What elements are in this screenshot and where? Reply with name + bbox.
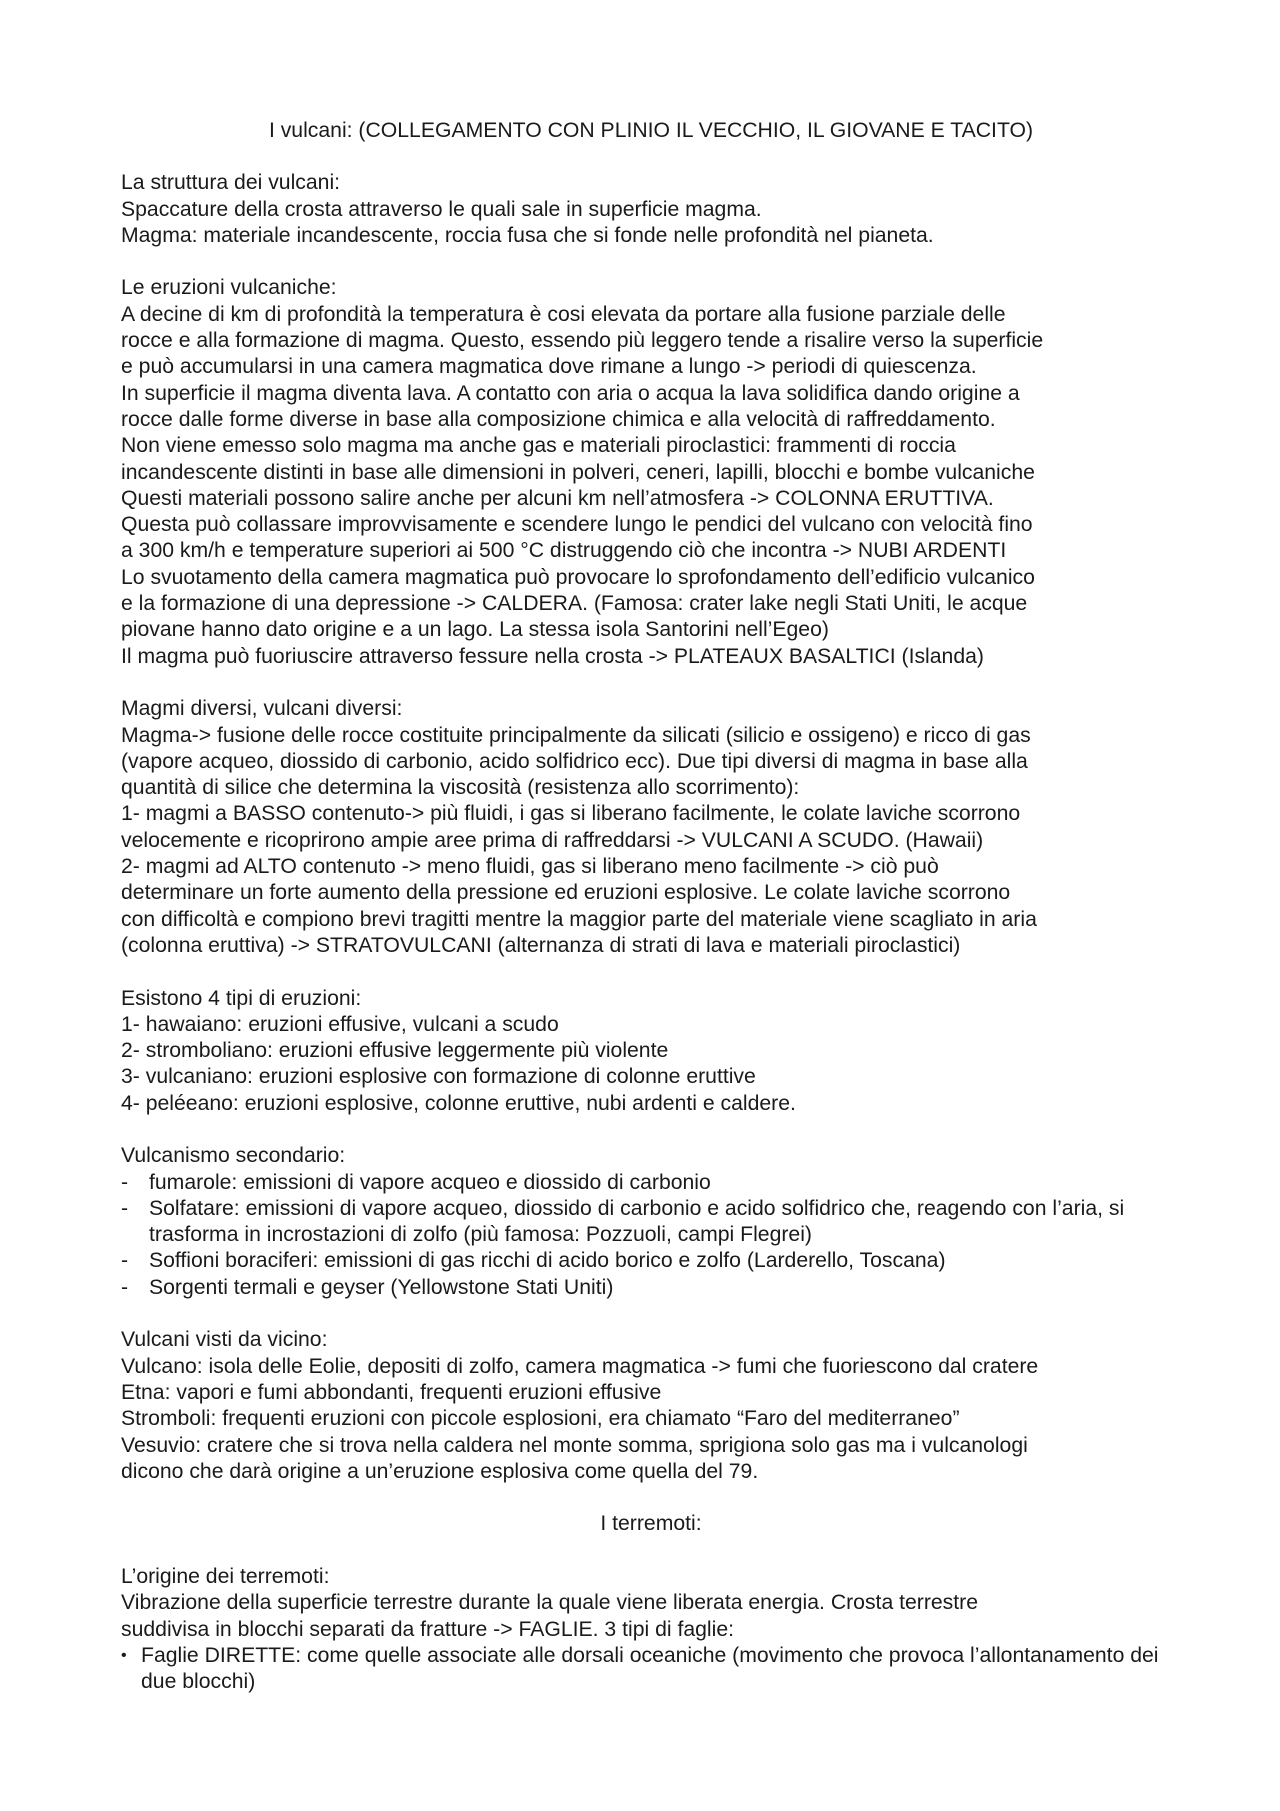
text-line: Lo svuotamento della camera magmatica può provocare lo sprofondamento dell’edificio vulcanico: [121, 565, 1035, 589]
section-magmi: [121, 696, 1181, 959]
list-item-text: Sorgenti termali e geyser (Yellowstone Stati Uniti): [149, 1275, 614, 1299]
section-tipi-eruzioni: [121, 986, 1181, 1117]
text-line: e può accumularsi in una camera magmatica dove rimane a lungo -> periodi di quiescenza.: [121, 355, 977, 379]
list-item: 1- hawaiano: eruzioni effusive, vulcani a scudo: [121, 1012, 559, 1036]
list-item: [121, 1196, 1181, 1249]
section-eruzioni: [121, 275, 1181, 669]
text-line: suddivisa in blocchi separati da fratture -> FAGLIE. 3 tipi di faglie:: [121, 1617, 734, 1641]
text-line: rocce e alla formazione di magma. Questo, essendo più leggero tende a risalire verso la superficie: [121, 329, 1044, 353]
text-line: Il magma può fuoriuscire attraverso fessure nella crosta -> PLATEAUX BASALTICI (Islanda): [121, 644, 984, 668]
text-line: (colonna eruttiva) -> STRATOVULCANI (alternanza di strati di lava e materiali piroclastici): [121, 933, 961, 957]
text-line: piovane hanno dato origine e a un lago. La stessa isola Santorini nell’Egeo): [121, 618, 829, 642]
section-heading: Vulcani visti da vicino:: [121, 1328, 328, 1352]
text-line: Vesuvio: cratere che si trova nella caldera nel monte somma, sprigiona solo gas ma i vulcanologi: [121, 1433, 1028, 1457]
text-line: Vulcano: isola delle Eolie, depositi di zolfo, camera magmatica -> fumi che fuoriescono dal cratere: [121, 1354, 1039, 1378]
text-line: dicono che darà origine a un’eruzione esplosiva come quella del 79.: [121, 1459, 759, 1483]
text-line: Magma-> fusione delle rocce costituite principalmente da silicati (silicio e ossigeno) e ricco di gas: [121, 723, 1031, 747]
text-line: incandescente distinti in base alle dimensioni in polveri, ceneri, lapilli, blocchi e bombe vulcaniche: [121, 460, 1035, 484]
text-line: Questi materiali possono salire anche per alcuni km nell’atmosfera -> COLONNA ERUTTIVA.: [121, 486, 994, 510]
dash-marker: -: [121, 1170, 129, 1194]
text-line: Non viene emesso solo magma ma anche gas e materiali piroclastici: frammenti di roccia: [121, 434, 956, 458]
text-line: (vapore acqueo, diossido di carbonio, acido solfidrico ecc). Due tipi diversi di magma in base alla: [121, 749, 1028, 773]
section-heading: La struttura dei vulcani:: [121, 171, 341, 195]
section-heading: Esistono 4 tipi di eruzioni:: [121, 986, 362, 1010]
section-heading: Le eruzioni vulcaniche:: [121, 276, 337, 300]
document-title: I vulcani: (COLLEGAMENTO CON PLINIO IL VECCHIO, IL GIOVANE E TACITO): [268, 119, 1034, 142]
text-line: Vibrazione della superficie terrestre durante la quale viene liberata energia. Crosta terrestre: [121, 1591, 978, 1615]
list-item: [121, 1275, 1181, 1301]
text-line: Magma: materiale incandescente, roccia fusa che si fonde nelle profondità nel pianeta.: [121, 223, 934, 247]
text-line: A decine di km di profondità la temperatura è cosi elevata da portare alla fusione parziale delle: [121, 302, 1006, 326]
text-line: e la formazione di una depressione -> CALDERA. (Famosa: crater lake negli Stati Uniti, le acque: [121, 592, 1028, 616]
list-item-text: Soffioni boraciferi: emissioni di gas ricchi di acido borico e zolfo (Larderello, Toscana): [149, 1249, 946, 1273]
list-item: [121, 1248, 1181, 1274]
bullet-marker: •: [121, 1646, 127, 1664]
text-line: In superficie il magma diventa lava. A contatto con aria o acqua la lava solidifica dando origine a: [121, 381, 1020, 405]
text-line: velocemente e ricoprirono ampie aree prima di raffreddarsi -> VULCANI A SCUDO. (Hawaii): [121, 828, 984, 852]
list-item: 4- peléeano: eruzioni esplosive, colonne eruttive, nubi ardenti e caldere.: [121, 1091, 796, 1115]
list-item-text: Faglie DIRETTE: come quelle associate alle dorsali oceaniche (movimento che provoca l’allontanamento dei due blocchi): [141, 1643, 1159, 1694]
section-vulcani-vicino: [121, 1327, 1181, 1485]
list-item-text: fumarole: emissioni di vapore acqueo e diossido di carbonio: [149, 1170, 711, 1194]
section-struttura: [121, 170, 1181, 249]
text-line: Questa può collassare improvvisamente e scendere lungo le pendici del vulcano con velocità fino: [121, 513, 1033, 537]
document-page: [121, 118, 1181, 1722]
list-item: [121, 1170, 1181, 1196]
list-item: 2- stromboliano: eruzioni effusive leggermente più violente: [121, 1039, 669, 1063]
text-line: 1- magmi a BASSO contenuto-> più fluidi, i gas si liberano facilmente, le colate laviche scorrono: [121, 802, 1021, 826]
dash-marker: -: [121, 1196, 129, 1220]
text-line: a 300 km/h e temperature superiori ai 500 °C distruggendo ciò che incontra -> NUBI ARDENTI: [121, 539, 1007, 563]
text-line: con difficoltà e compiono brevi tragitti mentre la maggior parte del materiale viene scagliato in aria: [121, 907, 1037, 931]
text-line: 2- magmi ad ALTO contenuto -> meno fluidi, gas si liberano meno facilmente -> ciò può: [121, 855, 939, 879]
dash-marker: -: [121, 1249, 129, 1273]
list-item: [121, 1643, 1181, 1696]
text-line: Stromboli: frequenti eruzioni con piccole esplosioni, era chiamato “Faro del mediterraneo”: [121, 1407, 960, 1431]
text-line: determinare un forte aumento della pressione ed eruzioni esplosive. Le colate laviche scorrono: [121, 881, 1011, 905]
dash-marker: -: [121, 1275, 129, 1299]
section-heading: L’origine dei terremoti:: [121, 1565, 330, 1589]
text-line: rocce dalle forme diverse in base alla composizione chimica e alla velocità di raffreddamento.: [121, 407, 996, 431]
text-line: Spaccature della crosta attraverso le quali sale in superficie magma.: [121, 197, 762, 221]
list-item: 3- vulcaniano: eruzioni esplosive con formazione di colonne eruttive: [121, 1065, 756, 1089]
section-origine-terremoti: [121, 1564, 1181, 1695]
section-heading: Magmi diversi, vulcani diversi:: [121, 697, 403, 721]
list-item-text: Solfatare: emissioni di vapore acqueo, diossido di carbonio e acido solfidrico che, reagendo con l’aria, si trasforma in incrostazioni di zolfo (più famosa: Pozzuoli, campi Flegrei): [149, 1196, 1125, 1247]
text-line: Etna: vapori e fumi abbondanti, frequenti eruzioni effusive: [121, 1380, 662, 1404]
section-heading: Vulcanismo secondario:: [121, 1144, 346, 1168]
section-vulcanismo-secondario: [121, 1143, 1181, 1301]
text-line: quantità di silice che determina la viscosità (resistenza allo scorrimento):: [121, 776, 800, 800]
terremoti-title: I terremoti:: [600, 1512, 702, 1536]
